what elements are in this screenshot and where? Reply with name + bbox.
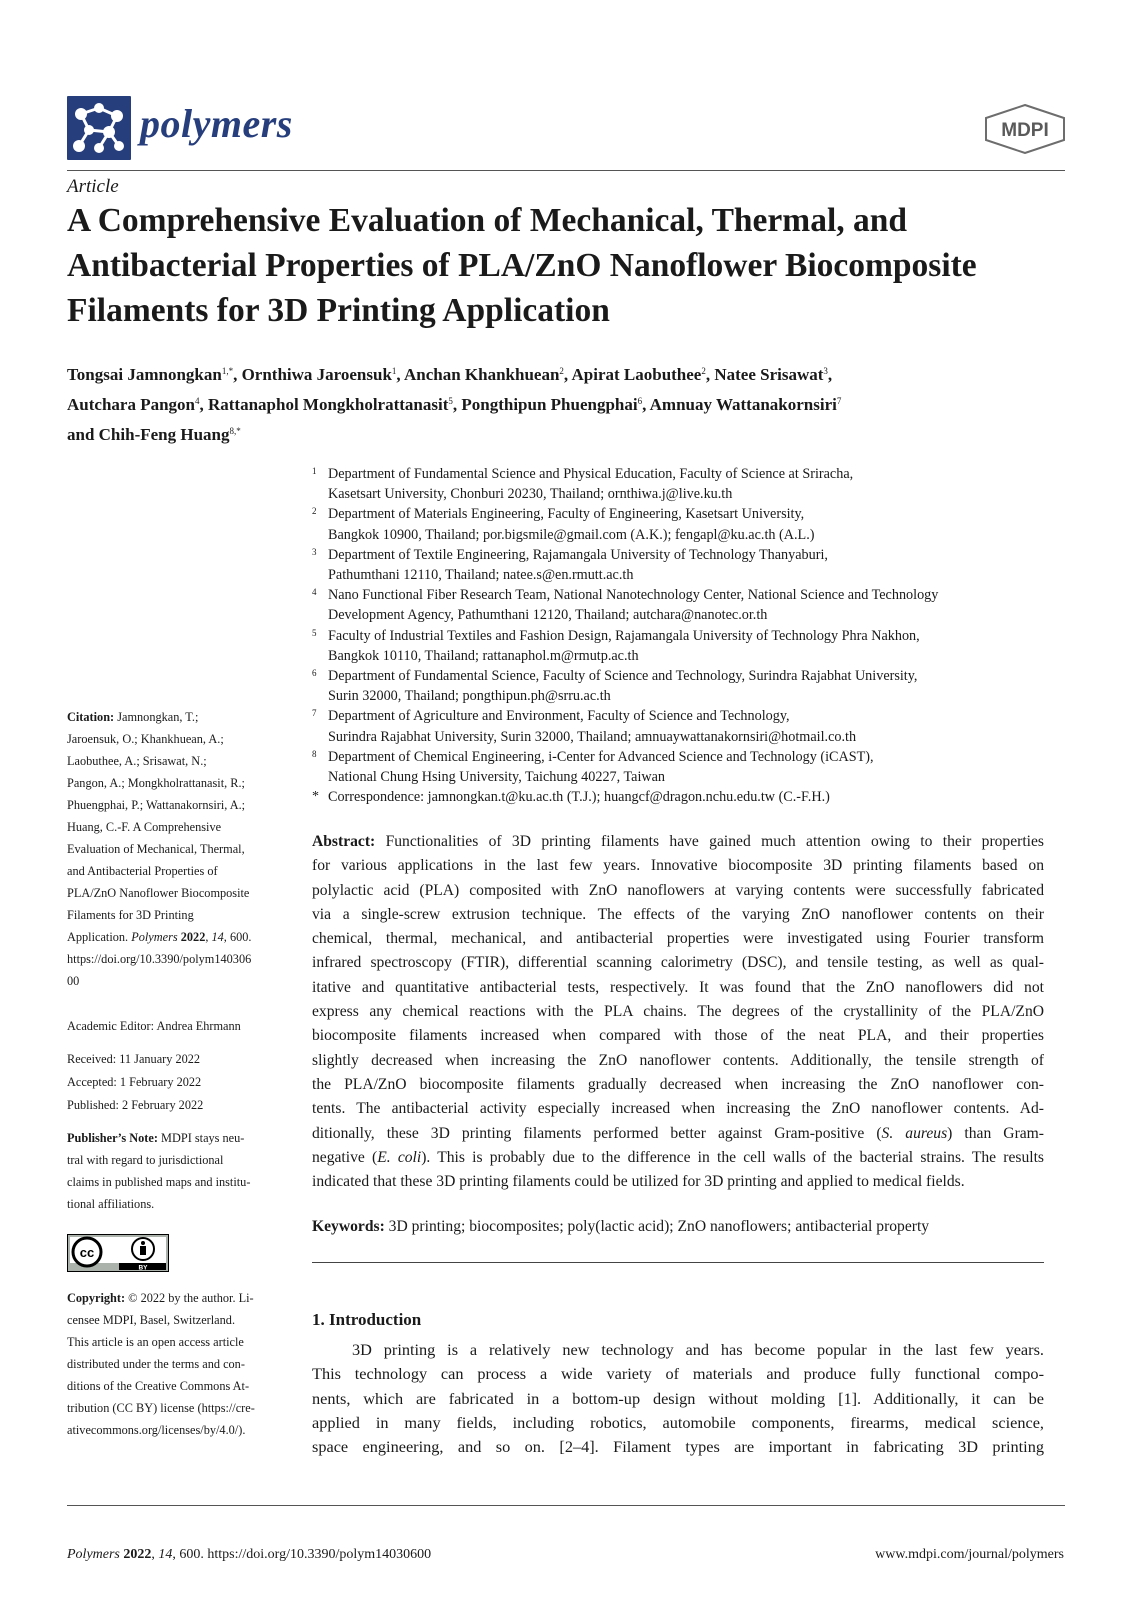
affiliation-item	[312, 706, 1072, 746]
abstract-line: via a single-screw extrusion technique. The effects of the varying ZnO nanoflower contents on their	[312, 905, 1044, 923]
affiliation-text: Nano Functional Fiber Research Team, National Nanotechnology Center, National Science and Technology	[328, 587, 939, 604]
author-name: Ornthiwa Jaroensuk	[241, 365, 392, 384]
abstract-line: itative and quantitative antibacterial tests, respectively. It was found that the ZnO nanoflowers did not	[312, 978, 1044, 996]
citation-page: , 600.	[223, 930, 252, 944]
abstract-line: infrared spectroscopy (FTIR), differential scanning calorimetry (DSC), and tensile testing, as well as qual-	[312, 954, 1044, 972]
abstract-line: tents. The antibacterial activity especially increased when increasing the ZnO nanoflower contents. Ad-	[312, 1100, 1044, 1118]
citation-label: Citation:	[67, 710, 115, 724]
abstract-line: ditionally, these 3D printing filaments performed better against Gram-positive (S. aureus) than Gram-	[312, 1124, 1045, 1142]
affiliation-number: 6	[312, 668, 317, 679]
abstract-line: indicated that these 3D printing filaments could be utilized for 3D printing and applied to medical fields.	[312, 1173, 965, 1191]
affiliation-item	[312, 666, 1072, 706]
keywords-label: Keywords:	[312, 1218, 385, 1235]
citation-line: Huang, C.-F. A Comprehensive	[67, 820, 222, 834]
introduction-body	[312, 1338, 1044, 1459]
abstract-line: polylactic acid (PLA) composited with ZnO nanoflowers at varying contents were successfully fabricated	[312, 881, 1044, 899]
affiliation-text: Kasetsart University, Chonburi 20230, Thailand; ornthiwa.j@live.ku.th	[328, 486, 733, 503]
citation-volume: 14	[211, 930, 224, 944]
affiliation-item	[312, 747, 1072, 787]
citation-doi[interactable]: https://doi.org/10.3390/polym140306	[67, 952, 252, 966]
abstract-line: express any chemical reactions with the PLA chains. The degrees of the crystallinity of the PLA/ZnO	[312, 1003, 1044, 1021]
citation-line: Jamnongkan, T.;	[117, 710, 199, 724]
keywords-text: 3D printing; biocomposites; poly(lactic acid); ZnO nanoflowers; antibacterial property	[388, 1218, 930, 1235]
citation-line: Laobuthee, A.; Srisawat, N.;	[67, 754, 207, 768]
correspondence	[312, 787, 1072, 807]
citation-doi-cont: 00	[67, 974, 80, 988]
author-affiliation-mark: 2	[559, 366, 564, 376]
affiliation-text: Department of Chemical Engineering, i-Center for Advanced Science and Technology (iCAST),	[328, 748, 874, 765]
cc-by-license-badge[interactable]	[67, 1234, 169, 1272]
affiliation-list	[312, 464, 1072, 807]
citation-year: 2022	[180, 930, 206, 944]
abstract-line: the PLA/ZnO biocomposite filaments gradually decreased when increasing the ZnO nanoflower con-	[312, 1075, 1044, 1093]
abstract-line: Abstract: Functionalities of 3D printing filaments have gained much attention owing to their properties	[312, 833, 1044, 850]
affiliation-text: Department of Agriculture and Environment, Faculty of Science and Technology,	[328, 708, 790, 725]
author-line: Tongsai Jamnongkan$^{1,*}$, Ornthiwa Jaroensuk$^1$, Anchan Khankhuean$^2$, Apirat Laobuthee$^2$, Natee Srisawat$^3$,	[67, 365, 833, 384]
paper-title: A Comprehensive Evaluation of Mechanical, Thermal, and Antibacterial Properties of PLA/ZnO Nanoflower Biocomposite Filaments for 3D Printing Application	[67, 202, 977, 329]
author-list	[67, 358, 1067, 448]
paragraph-line: applied in many fields, including robotics, automobile components, firearms, medical science,	[312, 1412, 1044, 1432]
section-divider	[312, 1262, 1044, 1263]
published-date: Published: 2 February 2022	[67, 1098, 204, 1112]
author-affiliation-mark: 7	[836, 396, 842, 406]
affiliation-item	[312, 585, 1072, 625]
footer-volume: 14	[158, 1547, 173, 1562]
abstract-label: Abstract:	[312, 833, 376, 850]
affiliation-number: 7	[312, 708, 317, 719]
affiliation-item	[312, 545, 1072, 585]
journal-name: polymers	[140, 101, 293, 146]
affiliation-number: 2	[312, 506, 317, 517]
accepted-date: Accepted: 1 February 2022	[67, 1075, 202, 1089]
paragraph-line: space engineering, and so on. [2–4]. Filament types are important in fabricating 3D printing	[312, 1437, 1044, 1457]
citation-line: and Antibacterial Properties of	[67, 864, 218, 878]
author-affiliation-mark: 2	[701, 366, 706, 376]
abstract-line: negative (E. coli). This is probably due to the difference in the cell walls of the bacterial strains. The results	[312, 1148, 1044, 1166]
affiliation-text: Pathumthani 12110, Thailand; natee.s@en.rmutt.ac.th	[328, 567, 634, 584]
affiliation-number: 4	[312, 587, 317, 598]
author-affiliation-mark: 3	[823, 366, 828, 376]
author-name: Apirat Laobuthee	[571, 365, 702, 384]
author-name: Pongthipun Phuengphai	[461, 395, 638, 414]
header-rule	[67, 170, 1065, 171]
affiliation-text: Department of Textile Engineering, Rajamangala University of Technology Thanyaburi,	[328, 546, 828, 563]
cc-by-label: BY	[138, 1264, 148, 1272]
affiliation-text: Surin 32000, Thailand; pongthipun.ph@srru.ac.th	[328, 688, 611, 705]
citation-line: Evaluation of Mechanical, Thermal,	[67, 842, 245, 856]
affiliation-text: Department of Materials Engineering, Faculty of Engineering, Kasetsart University,	[328, 506, 805, 523]
copyright-label: Copyright:	[67, 1291, 126, 1305]
footer-journal-url[interactable]: www.mdpi.com/journal/polymers	[875, 1547, 1064, 1562]
author-affiliation-mark: 1	[391, 366, 397, 376]
affiliation-number: 1	[312, 466, 317, 476]
affiliation-text: Bangkok 10900, Thailand; por.bigsmile@gmail.com (A.K.); fengapl@ku.ac.th (A.L.)	[328, 526, 815, 543]
affiliation-number: 8	[312, 748, 317, 759]
author-line: Autchara Pangon$^4$, Rattanaphol Mongkholrattanasit$^5$, Pongthipun Phuengphai$^6$, Amnuay Wattanakornsiri$^7$	[67, 395, 842, 414]
affiliation-number: 5	[312, 627, 317, 638]
abstract-line: chemical, thermal, mechanical, and antibacterial properties were investigated using Fourier transform	[312, 930, 1044, 948]
author-name: Natee Srisawat	[714, 365, 824, 384]
paragraph-line: 3D printing is a relatively new technology and has become popular in the last few years.	[352, 1340, 1044, 1359]
citation-line: Filaments for 3D Printing	[67, 908, 194, 922]
footer-year: 2022	[123, 1547, 152, 1562]
correspondence-text: Correspondence: jamnongkan.t@ku.ac.th (T.J.); huangcf@dragon.nchu.edu.tw (C.-F.H.)	[328, 789, 830, 806]
affiliation-number: 3	[312, 546, 317, 557]
author-name: Tongsai Jamnongkan	[67, 365, 222, 384]
citation-block: Citation: Jamnongkan, T.; Jaroensuk, O.; Khankhuean, A.; Laobuthee, A.; Srisawat, N.; Pangon, A.; Mongkholrattanasit, R.; Phuengphai, P.; Wattanakornsiri, A.; Huang, C.-F. A Comprehensive Evaluation of Mechanical, Thermal, and Antibacterial Properties of PLA/ZnO Nanoflower Biocomposite Filaments for 3D Printing Application. Polymers 2022, 14, 600. https://doi.org/10.3390/polym140306 00	[67, 706, 285, 992]
citation-line: Phuengphai, P.; Wattanakornsiri, A.;	[67, 798, 246, 812]
affiliation-text: Faculty of Industrial Textiles and Fashion Design, Rajamangala University of Technology Phra Nakhon,	[328, 627, 920, 644]
author-affiliation-mark: 1,*	[221, 366, 234, 376]
author-affiliation-mark: 8,*	[229, 426, 241, 436]
affiliation-text: Department of Fundamental Science and Physical Education, Faculty of Science at Sriracha,	[328, 466, 854, 482]
molecule-icon	[67, 96, 131, 160]
publisher-logo	[984, 104, 1066, 154]
affiliation-text: National Chung Hsing University, Taichung 40227, Taiwan	[328, 769, 666, 786]
keywords	[312, 1215, 1052, 1239]
abstract	[312, 830, 1044, 1194]
article-type: Article	[67, 176, 119, 197]
journal-logo	[67, 96, 131, 160]
author-line	[67, 418, 1067, 448]
affiliation-text: Department of Fundamental Science, Faculty of Science and Technology, Surindra Rajabhat University,	[328, 668, 918, 685]
citation-line: PLA/ZnO Nanoflower Biocomposite	[67, 886, 250, 900]
academic-editor: Academic Editor: Andrea Ehrmann	[67, 1019, 241, 1033]
footer-journal: Polymers	[67, 1547, 120, 1562]
paragraph-line: This technology can process a wide variety of materials and produce fully functional compo-	[312, 1364, 1044, 1384]
publisher-note-label: Publisher’s Note:	[67, 1131, 158, 1145]
paragraph-line: nents, which are fabricated in a bottom-up design without molding [1]. Additionally, it can be	[312, 1388, 1044, 1408]
author-name: and Chih-Feng Huang	[67, 425, 230, 444]
author-name: Autchara Pangon	[67, 395, 195, 414]
footer-citation: Polymers 2022, 14, 600. https://doi.org/10.3390/polym14030600	[67, 1547, 432, 1562]
citation-line: Pangon, A.; Mongkholrattanasit, R.;	[67, 776, 245, 790]
section-heading-introduction: 1. Introduction	[312, 1310, 422, 1329]
author-name: Amnuay Wattanakornsiri	[649, 395, 837, 414]
citation-line: Jaroensuk, O.; Khankhuean, A.;	[67, 732, 224, 746]
abstract-line: biocomposite filaments increased when compared with those of the neat PLA, and their properties	[312, 1027, 1044, 1045]
publisher-note: Publisher’s Note: MDPI stays neu- tral with regard to jurisdictional claims in published maps and institu- tional affiliations.	[67, 1131, 251, 1211]
affiliation-text: Development Agency, Pathumthani 12120, Thailand; autchara@nanotec.or.th	[328, 607, 768, 624]
affiliation-text: Bangkok 10110, Thailand; rattanaphol.m@rmutp.ac.th	[328, 647, 639, 664]
copyright-block: Copyright: © 2022 by the author. Li- censee MDPI, Basel, Switzerland. This article is an open access article distributed under the terms and con- ditions of the Creative Commons At- tribution (CC BY) license (https://cre- ativecommons.org/licenses/by/4.0/).	[67, 1291, 255, 1437]
footer-doi[interactable]: , 600. https://doi.org/10.3390/polym14030600	[172, 1547, 432, 1562]
author-affiliation-mark: 5	[448, 396, 453, 406]
affiliation-text: Surindra Rajabhat University, Surin 32000, Thailand; amnuaywattanakornsiri@hotmail.co.th	[328, 728, 857, 745]
abstract-line: for various applications in the last few years. Innovative biocomposite 3D printing filaments based on	[312, 857, 1044, 875]
author-affiliation-mark: 4	[194, 396, 200, 406]
publisher-name: MDPI	[1001, 120, 1049, 141]
footer-rule	[67, 1505, 1065, 1506]
received-date: Received: 11 January 2022	[67, 1052, 201, 1066]
author-affiliation-mark: 6	[637, 396, 643, 406]
affiliation-item	[312, 626, 1072, 666]
abstract-line: slightly decreased when increasing the ZnO nanoflower contents. Additionally, the tensile strength of	[312, 1051, 1044, 1069]
svg-text:cc: cc	[79, 1245, 95, 1260]
author-name: Rattanaphol Mongkholrattanasit	[207, 395, 449, 414]
citation-journal: Polymers	[131, 930, 178, 944]
affiliation-item	[312, 504, 1072, 544]
correspondence-mark: *	[312, 789, 319, 805]
author-name: Anchan Khankhuean	[403, 365, 560, 384]
affiliation-item	[312, 464, 1072, 504]
citation-line: Application.	[67, 930, 129, 944]
